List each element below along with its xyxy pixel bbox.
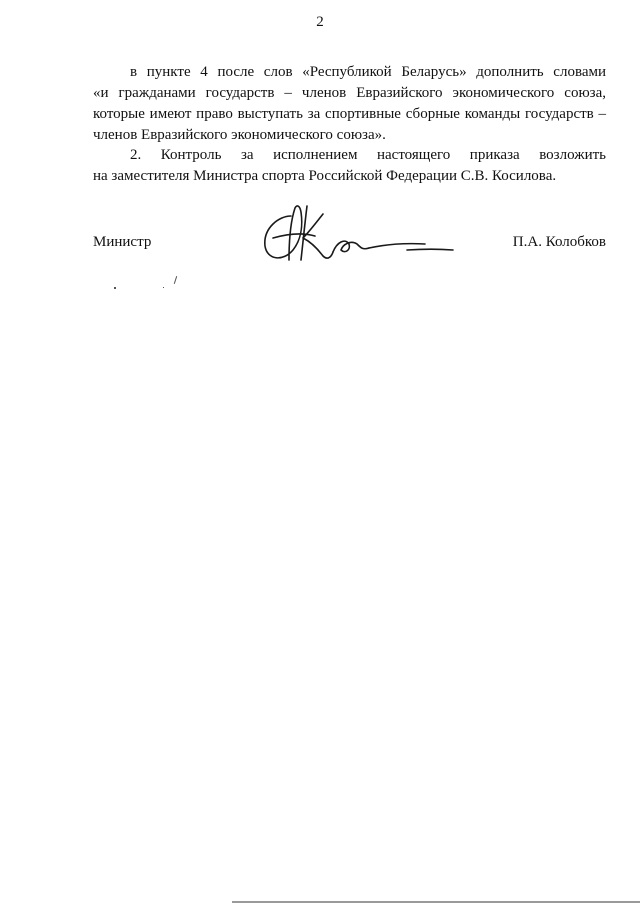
paragraph-line: членов Евразийского экономического союза».	[93, 127, 386, 143]
scan-speck	[174, 276, 177, 284]
page-number: 2	[316, 14, 324, 30]
paragraph-line: на заместителя Министра спорта Российской Федерации С.В. Косилова.	[93, 168, 557, 184]
paragraph-line: «и гражданами государств – членов Евразийского экономического союза,	[93, 85, 606, 101]
paragraph-control	[93, 145, 606, 187]
paragraph-amendment	[93, 62, 606, 146]
scan-edge	[232, 901, 640, 903]
paragraph-line: в пункте 4 после слов «Республикой Беларусь» дополнить словами	[130, 64, 606, 80]
scan-speck	[163, 287, 164, 288]
paragraph-line: 2. Контроль за исполнением настоящего приказа возложить	[130, 147, 606, 163]
signer-name: П.А. Колобков	[512, 234, 606, 250]
paragraph-line: которые имеют право выступать за спортивные сборные команды государств –	[93, 106, 606, 122]
scan-speck	[114, 287, 116, 289]
handwritten-signature	[257, 198, 457, 270]
signer-title: Министр	[93, 234, 152, 250]
